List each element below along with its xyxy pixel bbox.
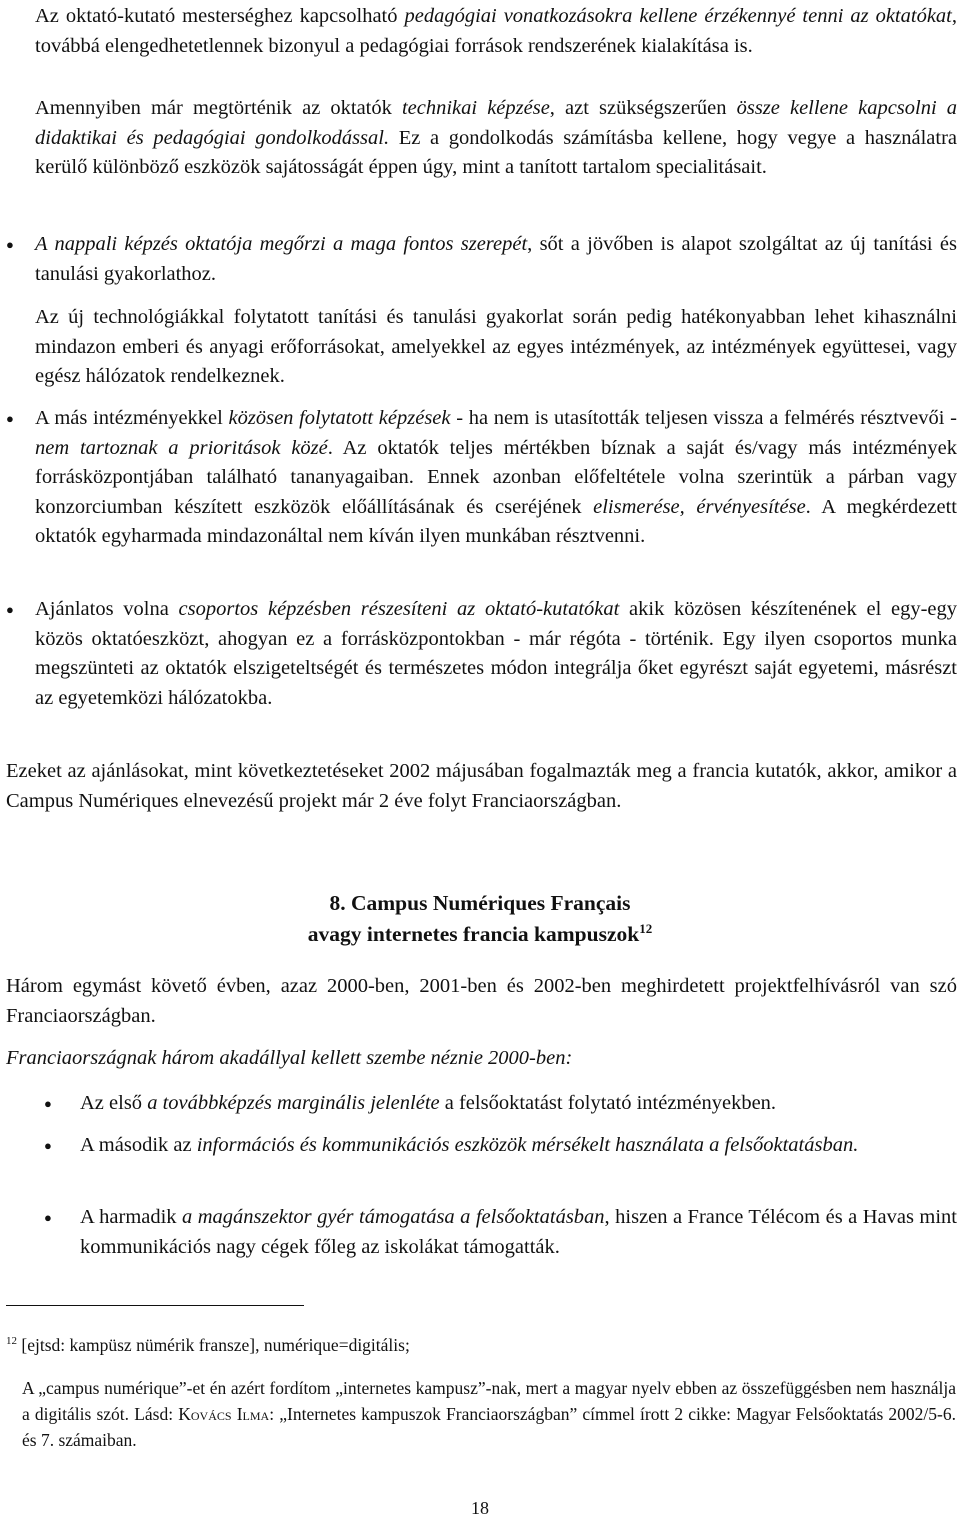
footnote-reference: 12 [639, 920, 653, 936]
bullet-icon: ● [6, 237, 14, 252]
section-subtitle: avagy internetes francia kampuszok$^{12}$ [307, 920, 653, 946]
page-number: 18 [471, 1498, 489, 1518]
paragraph-technical-training: Amennyiben már megtörténik az oktatók technikai képzése, azt szükségszerűen össze kellene kapcsolni a didaktikai és pedagógiai gondolkodással. Ez a gondolkodás számításba kellene, hogy vegye a használatra kerülő különböző eszközök sajátosságát éppen úgy, mint a tanított tartalom specialitásait. [35, 97, 957, 178]
footnote-author: Kovács Ilma [178, 1404, 270, 1424]
section-heading [0, 888, 960, 950]
footnote-paragraph: A „campus numérique”-et én azért fordítom „internetes kampusz”-nak, mert a magyar nyelv ebben az összefüggésben nem használja a digitális szót. Lásd: Kovács Ilma: „Internetes kampuszok Franciaországban” címmel írott 2 cikke: Magyar Felsőoktatás 2002/5-6. és 7. számaiban. [22, 1378, 956, 1450]
list-item-obstacle-3: A harmadik a magánszektor gyér támogatása a felsőoktatásban, hiszen a France Télécom és a Havas mint kommunikációs nagy cégek főleg az iskolákat támogatták. [80, 1206, 957, 1258]
list-item-obstacle-1: Az első a továbbképzés marginális jelenléte a felsőoktatást folytató intézményekben. [80, 1092, 777, 1114]
list-item-obstacle-2: A második az információs és kommunikációs eszközök mérsékelt használata a felsőoktatásban. [80, 1134, 859, 1156]
paragraph-new-technologies: Az új technológiákkal folytatott tanítási és tanulási gyakorlat során pedig hatékonyabban lehet kihasználni mindazon emberi és anyagi erőforrásokat, amelyekkel az egyes intézmények, az intézmények együttesei, vagy egész hálózatok rendelkeznek. [35, 306, 957, 387]
bullet-daytime-instructor: A nappali képzés oktatója megőrzi a maga fontos szerepét, sőt a jövőben is alapot szolgáltat az új tanítási és tanulási gyakorlathoz. [35, 233, 957, 285]
bullet-joint-training: A más intézményekkel közösen folytatott képzések - ha nem is utasították teljesen vissza a felmérés résztvevői - nem tartoznak a prioritások közé. Az oktatók teljes mértékben bíznak a saját és/vagy más intézmények forrásközpontjában található tananyagaiban. Ennek azonban előfeltétele volna szerintük a párban vagy konzorciumban készített eszközök előállításának és cseréjének elismerése, érvényesítése. A megkérdezett oktatók egyharmada mindazonáltal nem kíván ilyen munkában résztvenni. [35, 407, 957, 547]
paragraph-project-calls: Három egymást követő évben, azaz 2000-ben, 2001-ben és 2002-ben meghirdetett projektfelhívásról van szó Franciaországban. [6, 975, 957, 1027]
bullet-icon: ● [6, 411, 14, 426]
bullet-icon: ● [44, 1210, 52, 1225]
paragraph-conclusions: Ezeket az ajánlásokat, mint következtetéseket 2002 májusában fogalmazták meg a francia kutatók, akkor, amikor a Campus Numériques elnevezésű projekt már 2 éve folyt Franciaországban. [6, 760, 957, 812]
bullet-icon: ● [44, 1096, 52, 1111]
bullet-group-training: Ajánlatos volna csoportos képzésben részesíteni az oktató-kutatókat akik közösen készítenének el egy-egy közös oktatóeszközt, ahogyan ez a forrásközpontokban - már régóta - történik. Egy ilyen csoportos munka megszünteti az oktatók elszigeteltségét és természetes módon integrálja őket egyrészt saját egyetemi, másrészt az egyetemközi hálózatokba. [35, 598, 957, 709]
footnote-number: 12 [6, 1335, 17, 1348]
paragraph-obstacles-intro: Franciaországnak három akadállyal kellett szembe néznie 2000-ben: [6, 1047, 573, 1069]
section-title: 8. Campus Numériques Français [329, 891, 631, 915]
bullet-icon: ● [44, 1138, 52, 1153]
bullet-icon: ● [6, 602, 14, 617]
paragraph-pedagogical-awareness: Az oktató-kutató mesterséghez kapcsolható pedagógiai vonatkozásokra kellene érzékennyé tenni az oktatókat, továbbá elengedhetetlennek bizonyul a pedagógiai források rendszerének kialakítása is. [35, 5, 957, 57]
footnote-divider [6, 1305, 304, 1306]
footnote-first-line: $^{12}$ [ejtsd: kampüsz nümérik fransze], numérique=digitális; [6, 1335, 410, 1355]
